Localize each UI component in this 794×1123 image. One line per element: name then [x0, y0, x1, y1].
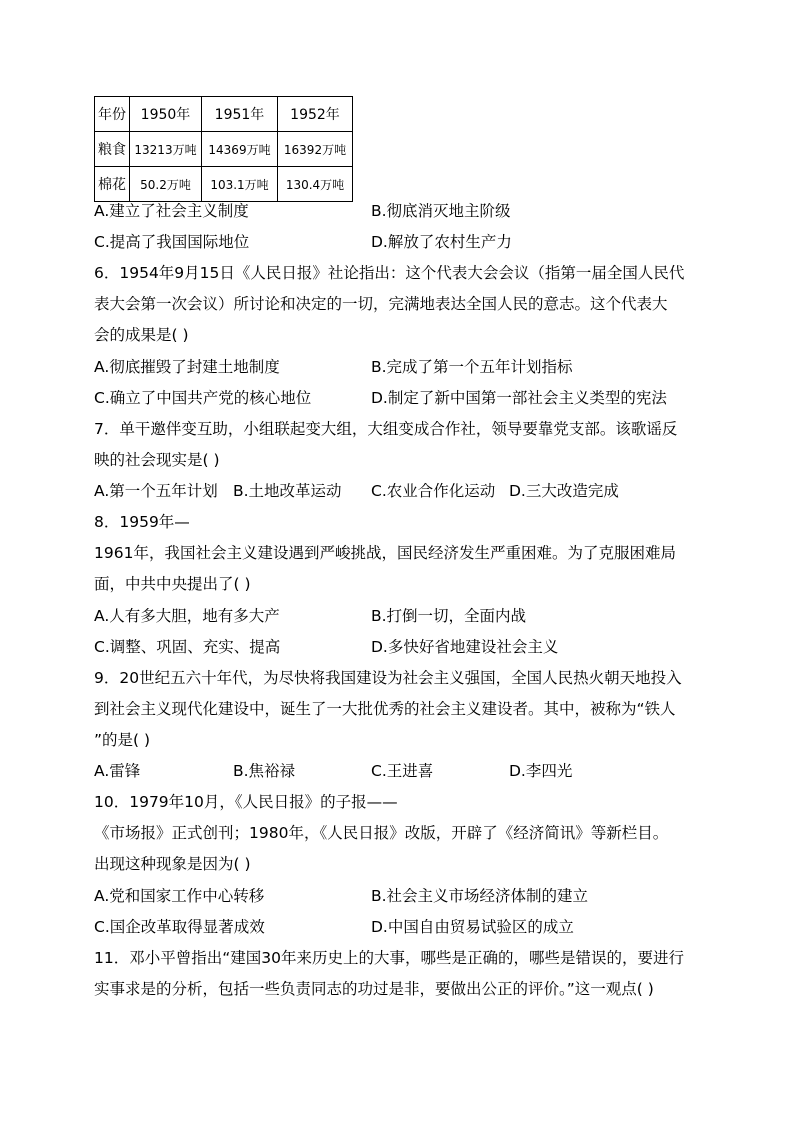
q9-option-d: D.李四光	[509, 762, 573, 780]
q10-option-d: D.中国自由贸易试验区的成立	[371, 918, 574, 936]
q5-option-d: D.解放了农村生产力	[371, 233, 512, 251]
q7-option-c: C.农业合作化运动	[371, 482, 496, 500]
q9-option-c: C.王进喜	[371, 762, 434, 780]
q9-stem-line: ”的是( )	[94, 731, 151, 749]
q9-option-a: A.雷锋	[94, 762, 141, 780]
q10-option-c: C.国企改革取得显著成效	[94, 918, 265, 936]
q6-option-d: D.制定了新中国第一部社会主义类型的宪法	[371, 389, 667, 407]
q11-stem-line: 11．邓小平曾指出“建国30年来历史上的大事，哪些是正确的，哪些是错误的，要进行	[94, 949, 684, 967]
q7-stem-line: 7．单干邀伴变互助，小组联起变大组，大组变成合作社，领导要靠党支部。该歌谣反	[94, 420, 678, 438]
table-row	[95, 132, 353, 167]
table-cell: 粮食	[95, 132, 130, 167]
q10-stem-line: 《市场报》正式创刊；1980年，《人民日报》改版，开辟了《经济简讯》等新栏目。	[94, 824, 669, 842]
q6-option-c: C.确立了中国共产党的核心地位	[94, 389, 312, 407]
q11-stem-line: 实事求是的分析，包括一些负责同志的功过是非，要做出公正的评价。”这一观点( )	[94, 980, 654, 998]
q8-option-d: D.多快好省地建设社会主义	[371, 638, 559, 656]
q8-option-c: C.调整、巩固、充实、提高	[94, 638, 281, 656]
q7-option-a: A.第一个五年计划	[94, 482, 218, 500]
q10-stem-line: 出现这种现象是因为( )	[94, 855, 251, 873]
q6-option-b: B.完成了第一个五年计划指标	[371, 358, 573, 376]
q8-stem-line: 面，中共中央提出了( )	[94, 575, 251, 593]
q9-stem-line: 到社会主义现代化建设中，诞生了一大批优秀的社会主义建设者。其中，被称为“铁人	[94, 700, 676, 718]
q5-option-c: C.提高了我国国际地位	[94, 233, 250, 251]
q8-stem-line: 1961年，我国社会主义建设遇到严峻挑战，国民经济发生严重困难。为了克服困难局	[94, 544, 676, 562]
table-cell: 50.2万吨	[130, 167, 202, 202]
q7-option-d: D.三大改造完成	[509, 482, 619, 500]
table-cell: 14369万吨	[202, 132, 278, 167]
table-cell: 棉花	[95, 167, 130, 202]
q10-option-b: B.社会主义市场经济体制的建立	[371, 887, 589, 905]
table-cell: 130.4万吨	[278, 167, 353, 202]
q8-option-a: A.人有多大胆，地有多大产	[94, 607, 280, 625]
q6-stem-line: 6．1954年9月15日《人民日报》社论指出：这个代表大会会议（指第一届全国人民代	[94, 264, 685, 282]
production-table	[94, 96, 353, 202]
q10-stem-line: 10．1979年10月，《人民日报》的子报——	[94, 793, 398, 811]
table-header-cell: 年份	[95, 97, 130, 132]
q10-option-a: A.党和国家工作中心转移	[94, 887, 265, 905]
q5-option-b: B.彻底消灭地主阶级	[371, 202, 511, 220]
table-cell: 103.1万吨	[202, 167, 278, 202]
table-row	[95, 167, 353, 202]
q9-stem-line: 9．20世纪五六十年代，为尽快将我国建设为社会主义强国，全国人民热火朝天地投入	[94, 669, 682, 687]
q9-option-b: B.焦裕禄	[233, 762, 296, 780]
table-header-cell: 1951年	[202, 97, 278, 132]
q6-stem-line: 会的成果是( )	[94, 326, 189, 344]
q7-option-b: B.土地改革运动	[233, 482, 342, 500]
table-cell: 16392万吨	[278, 132, 353, 167]
q6-stem-line: 表大会第一次会议）所讨论和决定的一切，完满地表达全国人民的意志。这个代表大	[94, 295, 668, 313]
q8-stem-line: 8．1959年—	[94, 513, 190, 531]
q5-option-a: A.建立了社会主义制度	[94, 202, 249, 220]
table-header-row	[95, 97, 353, 132]
table-cell: 13213万吨	[130, 132, 202, 167]
table-header-cell: 1950年	[130, 97, 202, 132]
q7-stem-line: 映的社会现实是( )	[94, 451, 220, 469]
q8-option-b: B.打倒一切，全面内战	[371, 607, 527, 625]
q6-option-a: A.彻底摧毁了封建土地制度	[94, 358, 280, 376]
table-header-cell: 1952年	[278, 97, 353, 132]
